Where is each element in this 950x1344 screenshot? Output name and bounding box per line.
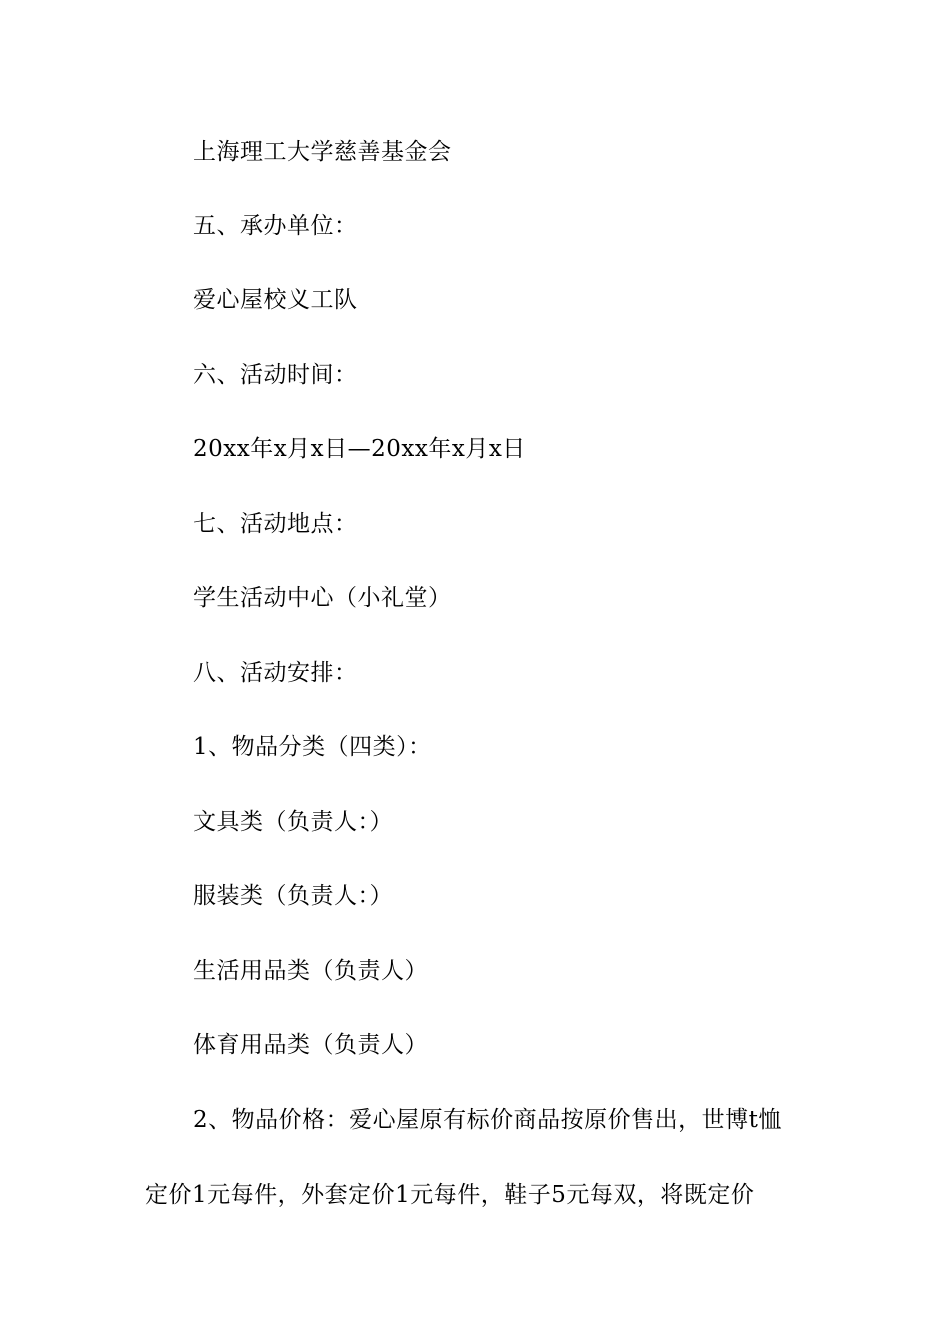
text-line: 上海理工大学慈善基金会 xyxy=(193,139,452,165)
list-item: 文具类（负责人：） xyxy=(193,809,393,835)
section-heading-arrangement: 八、活动安排： xyxy=(193,660,358,686)
section-heading-organizer: 五、承办单位： xyxy=(193,213,358,239)
text-line: 1、物品分类（四类）： xyxy=(193,734,432,760)
section-heading-location: 七、活动地点： xyxy=(193,511,358,537)
paragraph-line: 2、物品价格：爱心屋原有标价商品按原价售出，世博t恤 xyxy=(193,1107,782,1133)
list-item: 生活用品类（负责人） xyxy=(193,958,428,984)
list-item: 服装类（负责人：） xyxy=(193,883,393,909)
list-item: 体育用品类（负责人） xyxy=(193,1032,428,1058)
text-line: 学生活动中心（小礼堂） xyxy=(193,585,452,611)
text-line: 爱心屋校义工队 xyxy=(193,287,358,313)
section-heading-time: 六、活动时间： xyxy=(193,362,358,388)
paragraph-line: 定价1元每件，外套定价1元每件，鞋子5元每双，将既定价 xyxy=(145,1182,755,1208)
text-line: 20xx年x月x日—20xx年x月x日 xyxy=(193,436,526,462)
